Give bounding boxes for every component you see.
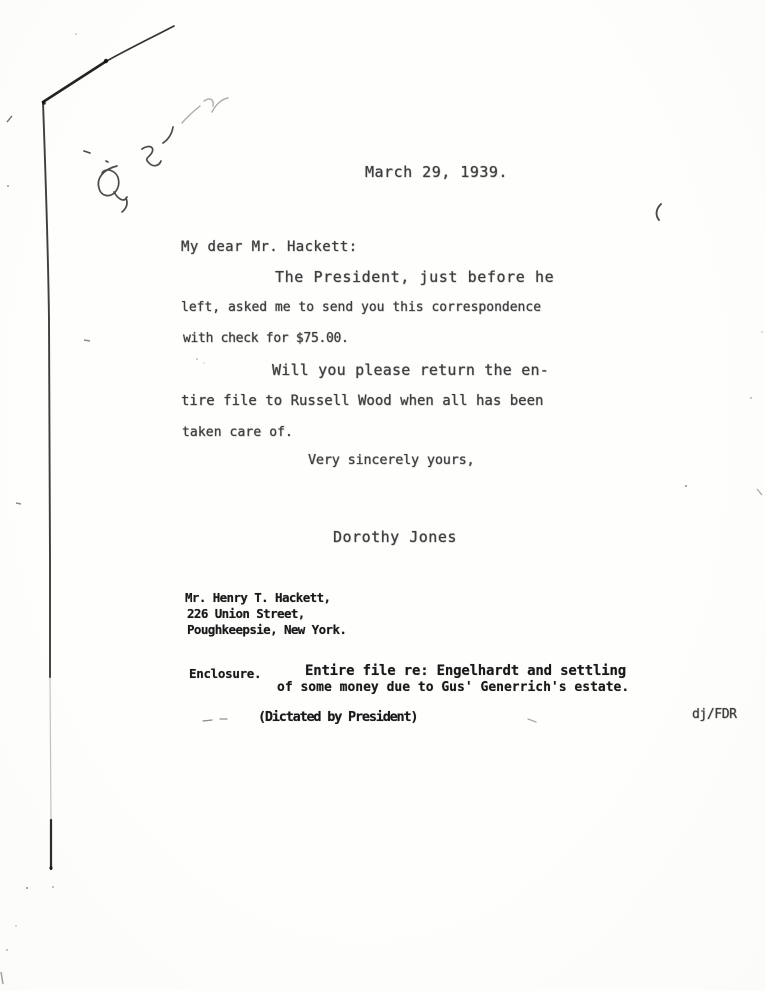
dictation-note: (Dictated by President) [258,709,418,725]
salutation-line: My dear Mr. Hackett: [181,239,358,255]
recipient-address-line: Poughkeepsie, New York. [187,622,347,637]
signature-line: Dorothy Jones [333,528,457,546]
recipient-address-line: Mr. Henry T. Hackett, [185,590,331,605]
body-line: Will you please return the en- [272,361,549,379]
body-line: The President, just before he [275,268,555,286]
date-line: March 29, 1939. [365,163,508,181]
body-line: with check for $75.00. [183,331,349,346]
body-line: left, asked me to send you this correspondence [181,300,542,315]
recipient-address-line: 226 Union Street, [187,606,305,621]
enclosure-note-line: Entire file re: Engelhardt and settling [305,663,626,679]
closing-line: Very sincerely yours, [308,452,475,468]
enclosure-label: Enclosure. [189,666,262,681]
body-line: tire file to Russell Wood when all has been [181,393,544,409]
enclosure-note-line: of some money due to Gus' Generrich's estate. [277,680,630,695]
body-line: taken care of. [182,425,293,440]
typist-initials: dj/FDR [692,707,737,722]
